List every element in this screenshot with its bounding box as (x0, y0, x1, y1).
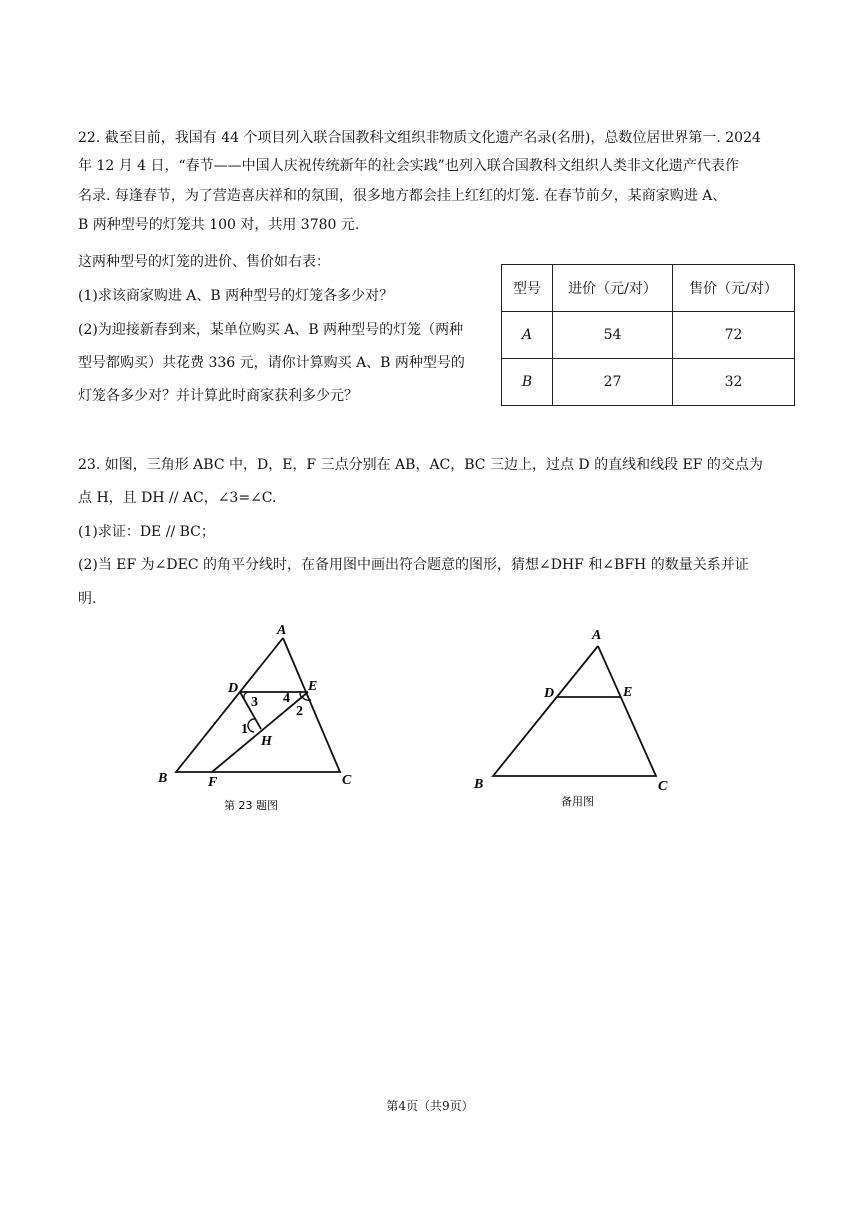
point-label-h: H (261, 734, 272, 749)
table-cell: A (502, 312, 553, 359)
spare-diagram (468, 620, 688, 820)
point-label-e: E (308, 679, 318, 694)
spare-point-label-c: C (658, 779, 668, 794)
angle-arc-1 (248, 719, 255, 732)
q22-part-2-line-2: 型号都购买）共花费 336 元，请你计算购买 A、B 两种型号的 (78, 355, 465, 371)
point-label-b: B (158, 771, 168, 786)
spare-point-label-b: B (474, 777, 484, 792)
spare-point-label-a: A (592, 628, 602, 643)
angle-arc-4 (300, 692, 302, 698)
spare-point-label-d: D (544, 686, 555, 701)
figure-23-diagram (150, 618, 370, 818)
page-footer: 第4页（共9页） (386, 1099, 474, 1113)
q23-part-1: (1)求证：DE // BC； (78, 524, 215, 540)
q22-part-2-line-3: 灯笼各多少对？并计算此时商家获利多少元？ (78, 388, 358, 404)
table-row (502, 312, 795, 359)
table-cell: 27 (553, 359, 673, 406)
spare-point-label-e: E (623, 685, 633, 700)
segment-ef (212, 692, 308, 772)
q22-part-1: (1)求该商家购进 A、B 两种型号的灯笼各多少对？ (78, 288, 394, 304)
table-header-cell: 进价（元/对） (553, 265, 673, 312)
price-table (501, 264, 795, 406)
angle-label-1: 1 (241, 722, 248, 737)
q22-table-intro: 这两种型号的灯笼的进价、售价如右表： (78, 254, 330, 270)
figure-23-caption: 第 23 题图 (224, 799, 278, 812)
table-cell: 32 (673, 359, 795, 406)
spare-triangle-abc (493, 646, 656, 776)
table-cell: B (502, 359, 553, 406)
q23-part-2-line-2: 明. (78, 591, 97, 607)
table-row (502, 359, 795, 406)
table-header-cell: 型号 (502, 265, 553, 312)
q22-text-line-4: B 两种型号的灯笼共 100 对，共用 3780 元. (78, 217, 360, 233)
spare-figure-caption: 备用图 (561, 795, 594, 808)
table-cell: 54 (553, 312, 673, 359)
table-header-cell: 售价（元/对） (673, 265, 795, 312)
q22-text-line-3: 名录. 每逢春节，为了营造喜庆祥和的氛围，很多地方都会挂上红红的灯笼. 在春节前夕，某商家购进 A、 (78, 188, 727, 204)
table-cell: 72 (673, 312, 795, 359)
q22-text-line-2: 年 12 月 4 日，“春节——中国人庆祝传统新年的社会实践”也列入联合国教科文组织人类非文化遗产代表作 (78, 158, 739, 174)
table-header-row (502, 265, 795, 312)
q22-text-line-1: 22. 截至目前，我国有 44 个项目列入联合国教科文组织非物质文化遗产名录(名册)，总数位居世界第一. 2024 (78, 130, 761, 146)
angle-label-4: 4 (283, 691, 290, 706)
point-label-d: D (228, 681, 239, 696)
point-label-a: A (277, 623, 287, 638)
angle-arc-3 (244, 692, 247, 699)
q23-part-2-line-1: (2)当 EF 为∠DEC 的角平分线时，在备用图中画出符合题意的图形，猜想∠DHF 和∠BFH 的数量关系并证 (78, 557, 749, 573)
q23-text-line-1: 23. 如图，三角形 ABC 中，D，E，F 三点分别在 AB，AC，BC 三边上，过点 D 的直线和线段 EF 的交点为 (78, 457, 763, 473)
q23-text-line-2: 点 H，且 DH // AC，∠3=∠C. (78, 490, 277, 506)
angle-label-3: 3 (251, 695, 258, 710)
angle-label-2: 2 (296, 704, 303, 719)
point-label-c: C (342, 773, 352, 788)
triangle-abc (176, 638, 340, 772)
q22-part-2-line-1: (2)为迎接新春到来，某单位购买 A、B 两种型号的灯笼（两种 (78, 322, 464, 338)
point-label-f: F (208, 775, 218, 790)
